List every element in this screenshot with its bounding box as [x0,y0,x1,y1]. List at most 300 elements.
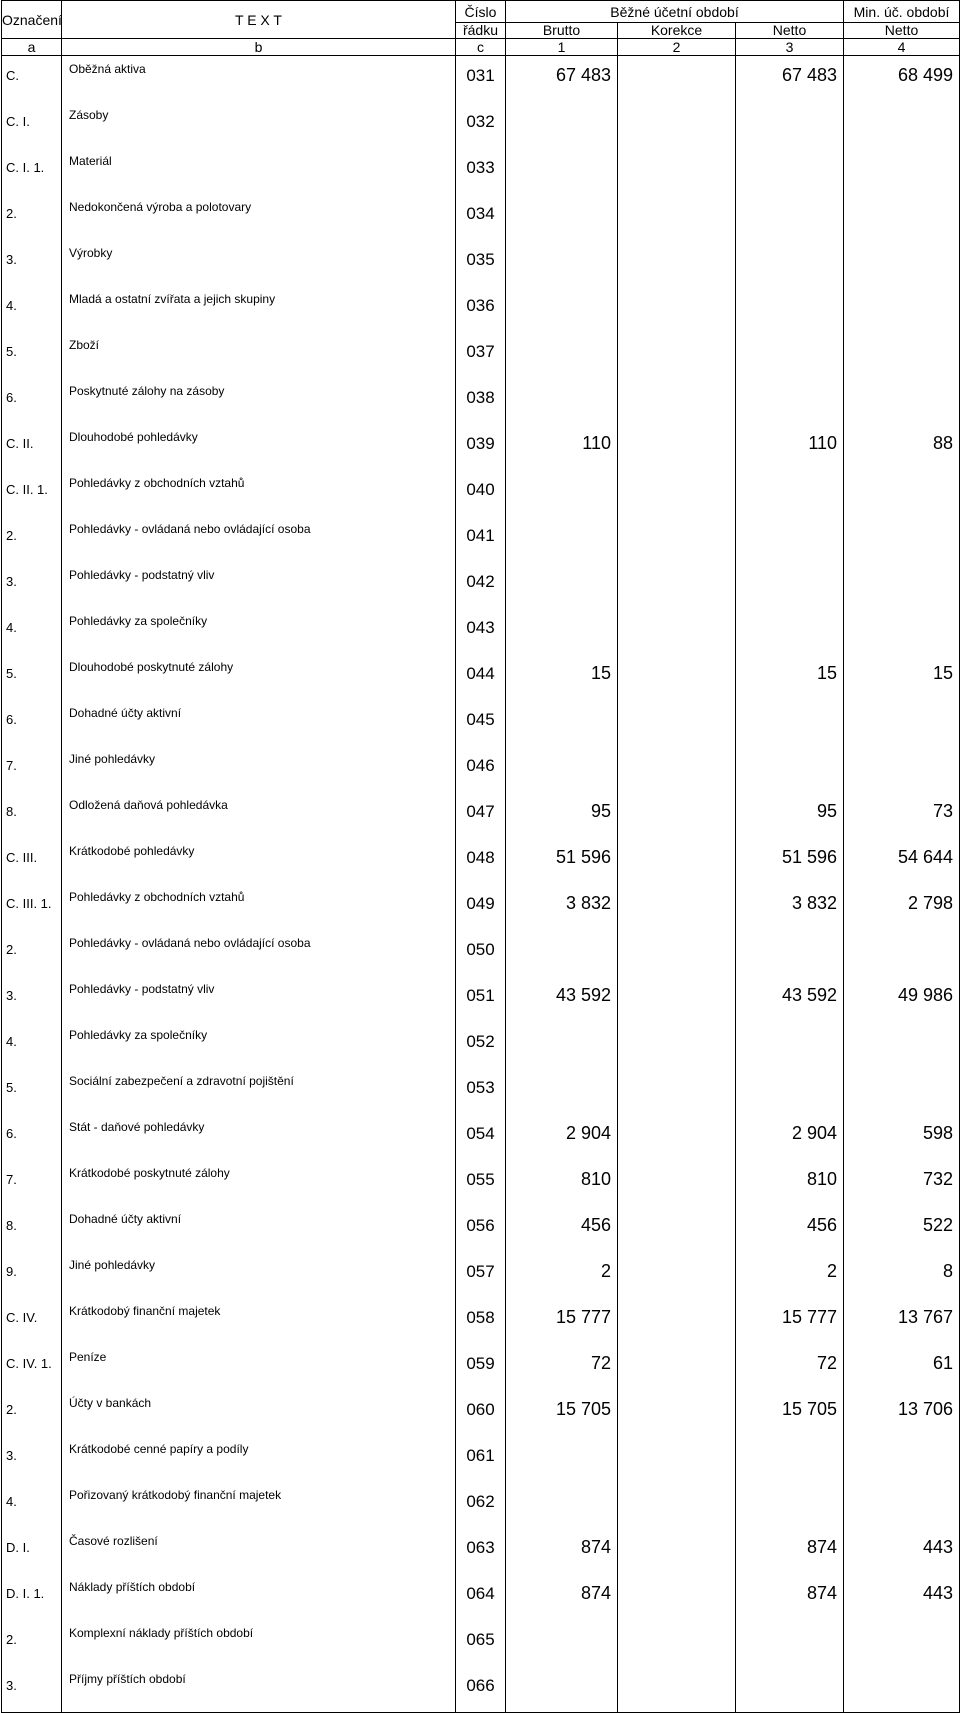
row-brutto: 110 [506,424,618,470]
row-number: 032 [456,102,506,148]
row-number: 047 [456,792,506,838]
row-number: 031 [456,56,506,103]
row-korekce [618,1022,736,1068]
header-row-number-sub: řádku [456,23,506,39]
table-row [2,1390,960,1436]
row-netto-prev [844,102,960,148]
row-number: 056 [456,1206,506,1252]
row-korekce [618,792,736,838]
row-text: Krátkodobé pohledávky [62,838,456,884]
row-netto-prev [844,1620,960,1666]
row-text: Peníze [62,1344,456,1390]
header-netto-prev: Netto [844,23,960,39]
row-number: 063 [456,1528,506,1574]
row-netto [736,194,844,240]
row-netto-prev [844,194,960,240]
row-number: 035 [456,240,506,286]
row-korekce [618,976,736,1022]
row-mark: C. IV. [2,1298,62,1344]
row-text: Pohledávky - ovládaná nebo ovládající osoba [62,516,456,562]
table-row [2,1528,960,1574]
table-row [2,1666,960,1713]
header-index-text: b [62,39,456,56]
table-row [2,1344,960,1390]
table-row [2,102,960,148]
header-text: T E X T [62,1,456,39]
row-netto-prev [844,332,960,378]
row-korekce [618,1666,736,1713]
table-row [2,1574,960,1620]
row-number: 055 [456,1160,506,1206]
row-netto: 67 483 [736,56,844,103]
row-brutto [506,240,618,286]
row-netto-prev [844,1068,960,1114]
row-text: Dohadné účty aktivní [62,1206,456,1252]
header-previous-period: Min. úč. období [844,1,960,23]
header-current-period: Běžné účetní období [506,1,844,23]
row-text: Mladá a ostatní zvířata a jejich skupiny [62,286,456,332]
row-netto [736,470,844,516]
table-row [2,1298,960,1344]
row-netto: 2 [736,1252,844,1298]
row-korekce [618,1206,736,1252]
row-brutto [506,700,618,746]
row-text: Účty v bankách [62,1390,456,1436]
table-row [2,240,960,286]
row-mark: 5. [2,1068,62,1114]
row-netto: 874 [736,1574,844,1620]
row-netto: 810 [736,1160,844,1206]
row-text: Náklady příštích období [62,1574,456,1620]
row-text: Jiné pohledávky [62,1252,456,1298]
header-index-brutto: 1 [506,39,618,56]
row-netto-prev [844,562,960,608]
row-netto-prev: 598 [844,1114,960,1160]
row-number: 065 [456,1620,506,1666]
row-text: Komplexní náklady příštích období [62,1620,456,1666]
row-netto-prev: 15 [844,654,960,700]
balance-sheet-table [1,0,960,1713]
row-number: 045 [456,700,506,746]
header-netto: Netto [736,23,844,39]
row-brutto: 874 [506,1574,618,1620]
row-korekce [618,1252,736,1298]
row-mark: 3. [2,562,62,608]
row-mark: C. IV. 1. [2,1344,62,1390]
row-text: Pohledávky - podstatný vliv [62,562,456,608]
row-netto-prev [844,700,960,746]
row-netto-prev [844,378,960,424]
row-number: 034 [456,194,506,240]
row-netto [736,1620,844,1666]
row-netto-prev: 13 767 [844,1298,960,1344]
row-text: Poskytnuté zálohy na zásoby [62,378,456,424]
row-korekce [618,332,736,378]
row-number: 046 [456,746,506,792]
row-mark: C. II. 1. [2,470,62,516]
row-brutto [506,1022,618,1068]
row-korekce [618,838,736,884]
table-row [2,1114,960,1160]
row-brutto [506,1620,618,1666]
row-mark: 6. [2,700,62,746]
row-netto: 72 [736,1344,844,1390]
row-number: 062 [456,1482,506,1528]
row-mark: 9. [2,1252,62,1298]
row-brutto: 3 832 [506,884,618,930]
row-netto-prev [844,240,960,286]
row-text: Příjmy příštích období [62,1666,456,1713]
row-netto [736,148,844,194]
row-text: Pohledávky - ovládaná nebo ovládající osoba [62,930,456,976]
row-brutto [506,286,618,332]
row-text: Sociální zabezpečení a zdravotní pojištění [62,1068,456,1114]
row-mark: 2. [2,1620,62,1666]
row-brutto: 72 [506,1344,618,1390]
table-row [2,930,960,976]
row-brutto: 15 [506,654,618,700]
row-brutto: 15 777 [506,1298,618,1344]
row-korekce [618,1574,736,1620]
row-netto-prev [844,148,960,194]
row-mark: 5. [2,654,62,700]
row-netto: 15 777 [736,1298,844,1344]
row-netto-prev: 68 499 [844,56,960,103]
row-number: 037 [456,332,506,378]
table-body [2,56,960,1713]
table-row [2,608,960,654]
row-netto [736,700,844,746]
row-text: Odložená daňová pohledávka [62,792,456,838]
row-mark: 7. [2,746,62,792]
row-brutto: 67 483 [506,56,618,103]
row-text: Výrobky [62,240,456,286]
row-korekce [618,700,736,746]
row-netto-prev: 732 [844,1160,960,1206]
row-text: Pohledávky za společníky [62,608,456,654]
row-number: 059 [456,1344,506,1390]
row-brutto: 810 [506,1160,618,1206]
row-netto-prev [844,286,960,332]
row-brutto [506,746,618,792]
row-brutto [506,1482,618,1528]
table-row [2,286,960,332]
row-mark: 6. [2,378,62,424]
row-netto: 95 [736,792,844,838]
row-netto: 15 705 [736,1390,844,1436]
table-row [2,1620,960,1666]
row-number: 041 [456,516,506,562]
row-netto-prev: 2 798 [844,884,960,930]
row-korekce [618,1160,736,1206]
row-mark: C. [2,56,62,103]
row-korekce [618,608,736,654]
row-mark: 8. [2,792,62,838]
table-row [2,1022,960,1068]
row-netto [736,1068,844,1114]
row-korekce [618,1114,736,1160]
row-korekce [618,102,736,148]
row-mark: 4. [2,608,62,654]
row-text: Krátkodobé poskytnuté zálohy [62,1160,456,1206]
row-korekce [618,286,736,332]
row-mark: 4. [2,1482,62,1528]
row-netto [736,562,844,608]
row-korekce [618,516,736,562]
table-row [2,424,960,470]
table-row [2,1436,960,1482]
row-netto-prev [844,1666,960,1713]
row-netto [736,102,844,148]
row-text: Dlouhodobé pohledávky [62,424,456,470]
row-korekce [618,1068,736,1114]
row-netto: 15 [736,654,844,700]
row-brutto [506,470,618,516]
table-row [2,332,960,378]
header-brutto: Brutto [506,23,618,39]
header-mark: Označení [2,1,62,39]
row-number: 053 [456,1068,506,1114]
row-text: Dohadné účty aktivní [62,700,456,746]
row-netto-prev: 8 [844,1252,960,1298]
row-brutto [506,562,618,608]
table-row [2,562,960,608]
row-mark: 3. [2,1436,62,1482]
row-korekce [618,56,736,103]
row-netto-prev [844,608,960,654]
table-header [2,1,960,56]
row-brutto: 2 904 [506,1114,618,1160]
row-netto [736,516,844,562]
header-index-mark: a [2,39,62,56]
row-text: Pohledávky z obchodních vztahů [62,884,456,930]
row-mark: C. III. 1. [2,884,62,930]
row-korekce [618,194,736,240]
row-mark: 2. [2,1390,62,1436]
row-netto-prev [844,930,960,976]
row-brutto: 43 592 [506,976,618,1022]
row-korekce [618,240,736,286]
row-netto: 43 592 [736,976,844,1022]
row-brutto: 456 [506,1206,618,1252]
row-brutto [506,378,618,424]
row-korekce [618,1436,736,1482]
row-number: 060 [456,1390,506,1436]
row-netto-prev [844,470,960,516]
table-row [2,654,960,700]
header-index-prev: 4 [844,39,960,56]
row-korekce [618,424,736,470]
header-index-row: c [456,39,506,56]
row-number: 043 [456,608,506,654]
table-row [2,148,960,194]
table-row [2,1206,960,1252]
row-korekce [618,378,736,424]
row-netto-prev [844,1022,960,1068]
table-row [2,516,960,562]
row-korekce [618,148,736,194]
table-row [2,700,960,746]
row-netto [736,332,844,378]
row-mark: C. I. [2,102,62,148]
row-korekce [618,1482,736,1528]
row-netto: 2 904 [736,1114,844,1160]
row-netto-prev [844,1436,960,1482]
row-korekce [618,1528,736,1574]
header-row-number: Číslo [456,1,506,23]
row-number: 048 [456,838,506,884]
row-mark: 3. [2,1666,62,1713]
row-text: Stát - daňové pohledávky [62,1114,456,1160]
table-row [2,56,960,103]
row-number: 039 [456,424,506,470]
row-netto: 51 596 [736,838,844,884]
row-netto: 110 [736,424,844,470]
row-netto-prev: 88 [844,424,960,470]
row-korekce [618,746,736,792]
row-korekce [618,562,736,608]
row-number: 044 [456,654,506,700]
row-text: Časové rozlišení [62,1528,456,1574]
row-netto-prev: 61 [844,1344,960,1390]
table-row [2,1482,960,1528]
row-brutto [506,102,618,148]
row-number: 058 [456,1298,506,1344]
row-number: 040 [456,470,506,516]
row-number: 042 [456,562,506,608]
row-netto-prev: 443 [844,1574,960,1620]
table-row [2,1068,960,1114]
row-brutto: 15 705 [506,1390,618,1436]
table-row [2,838,960,884]
row-netto: 456 [736,1206,844,1252]
row-number: 038 [456,378,506,424]
row-korekce [618,470,736,516]
row-netto [736,1022,844,1068]
table-row [2,470,960,516]
table-row [2,976,960,1022]
row-korekce [618,930,736,976]
row-brutto [506,516,618,562]
row-mark: D. I. 1. [2,1574,62,1620]
row-number: 052 [456,1022,506,1068]
row-number: 064 [456,1574,506,1620]
row-brutto [506,1068,618,1114]
row-korekce [618,654,736,700]
row-mark: 6. [2,1114,62,1160]
row-number: 054 [456,1114,506,1160]
row-netto [736,930,844,976]
row-text: Krátkodobý finanční majetek [62,1298,456,1344]
row-mark: C. II. [2,424,62,470]
row-netto: 3 832 [736,884,844,930]
row-mark: 7. [2,1160,62,1206]
row-mark: 2. [2,516,62,562]
row-netto [736,608,844,654]
row-number: 049 [456,884,506,930]
row-brutto [506,608,618,654]
row-netto [736,378,844,424]
row-korekce [618,1298,736,1344]
row-mark: 3. [2,976,62,1022]
row-brutto [506,332,618,378]
row-text: Materiál [62,148,456,194]
row-netto-prev [844,746,960,792]
header-korekce: Korekce [618,23,736,39]
row-netto: 874 [736,1528,844,1574]
row-brutto [506,194,618,240]
row-text: Krátkodobé cenné papíry a podíly [62,1436,456,1482]
row-number: 050 [456,930,506,976]
row-number: 061 [456,1436,506,1482]
row-text: Pohledávky z obchodních vztahů [62,470,456,516]
row-number: 036 [456,286,506,332]
row-brutto: 95 [506,792,618,838]
row-netto-prev: 73 [844,792,960,838]
row-text: Dlouhodobé poskytnuté zálohy [62,654,456,700]
row-korekce [618,1344,736,1390]
row-netto-prev [844,516,960,562]
row-netto [736,1436,844,1482]
row-netto-prev: 54 644 [844,838,960,884]
table-row [2,1160,960,1206]
row-mark: 5. [2,332,62,378]
row-mark: 4. [2,1022,62,1068]
row-mark: C. III. [2,838,62,884]
row-korekce [618,884,736,930]
row-netto-prev: 522 [844,1206,960,1252]
table-row [2,746,960,792]
row-text: Pohledávky za společníky [62,1022,456,1068]
row-korekce [618,1620,736,1666]
row-mark: 2. [2,194,62,240]
row-text: Oběžná aktiva [62,56,456,103]
row-text: Zboží [62,332,456,378]
row-mark: C. I. 1. [2,148,62,194]
row-brutto: 874 [506,1528,618,1574]
table-row [2,1252,960,1298]
table-row [2,792,960,838]
row-netto-prev: 443 [844,1528,960,1574]
row-korekce [618,1390,736,1436]
row-brutto [506,930,618,976]
row-number: 057 [456,1252,506,1298]
table-row [2,378,960,424]
row-mark: 8. [2,1206,62,1252]
row-brutto: 2 [506,1252,618,1298]
row-netto [736,746,844,792]
row-brutto [506,148,618,194]
row-text: Nedokončená výroba a polotovary [62,194,456,240]
row-mark: 2. [2,930,62,976]
row-mark: 3. [2,240,62,286]
row-netto [736,286,844,332]
row-netto-prev [844,1482,960,1528]
row-mark: 4. [2,286,62,332]
row-netto [736,1482,844,1528]
header-index-netto: 3 [736,39,844,56]
row-number: 051 [456,976,506,1022]
header-index-korekce: 2 [618,39,736,56]
row-netto [736,240,844,286]
row-text: Pohledávky - podstatný vliv [62,976,456,1022]
row-netto-prev: 13 706 [844,1390,960,1436]
row-mark: D. I. [2,1528,62,1574]
row-netto-prev: 49 986 [844,976,960,1022]
row-text: Pořizovaný krátkodobý finanční majetek [62,1482,456,1528]
row-brutto [506,1666,618,1713]
row-brutto: 51 596 [506,838,618,884]
